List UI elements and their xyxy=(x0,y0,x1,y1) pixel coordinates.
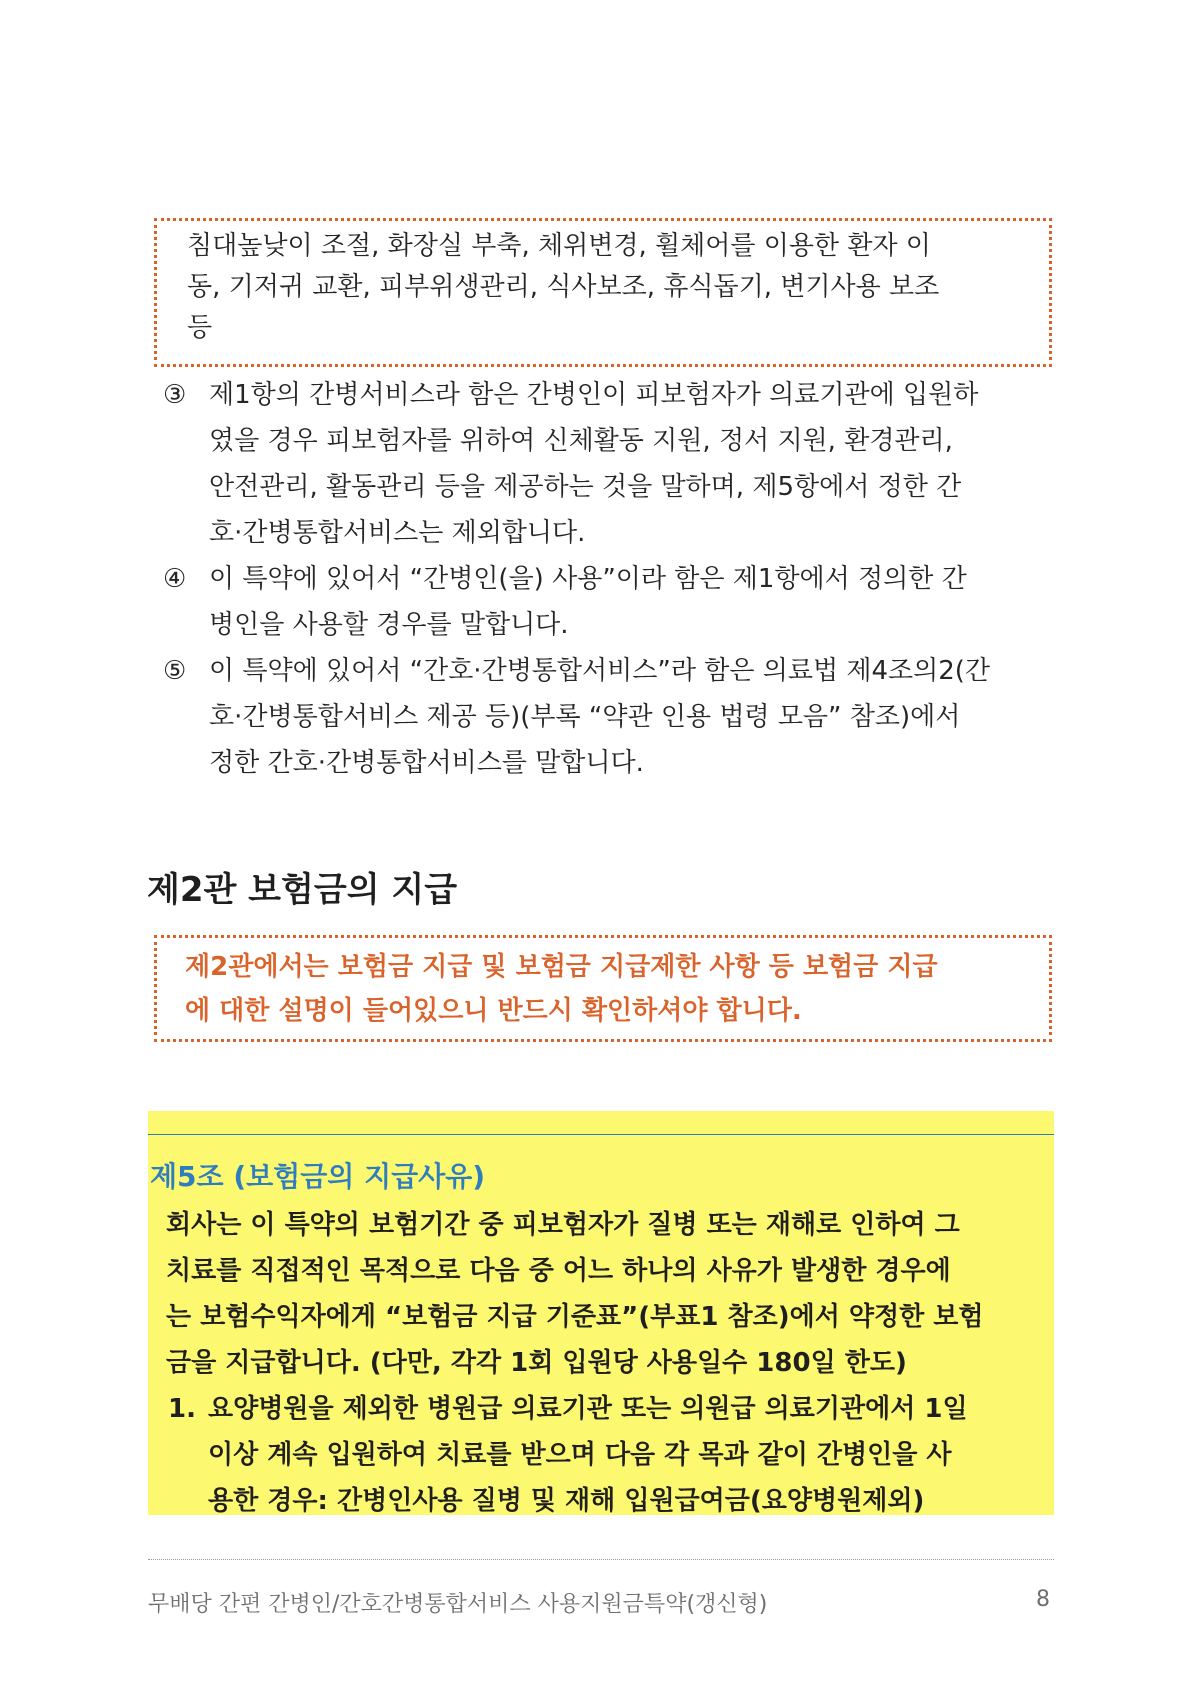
clause-line: 호·간병통합서비스 제공 등)(부록 “약관 인용 법령 모음” 참조)에서 xyxy=(209,702,961,732)
clause-line: 이 특약에 있어서 “간병인(을) 사용”이라 함은 제1항에서 정의한 간 xyxy=(209,564,967,594)
clause-line: 이 특약에 있어서 “간호·간병통합서비스”라 함은 의료법 제4조의2(간 xyxy=(209,656,991,686)
list-number: 1. xyxy=(168,1394,196,1424)
list-line: 요양병원을 제외한 병원급 의료기관 또는 의원급 의료기관에서 1일 xyxy=(208,1394,968,1424)
clause-number: ③ xyxy=(163,380,187,410)
article-body-line: 금을 지급합니다. (다만, 각각 1회 입원당 사용일수 180일 한도) xyxy=(166,1348,907,1378)
section-notice-box xyxy=(154,935,1052,1042)
article-body-line: 회사는 이 특약의 보험기간 중 피보험자가 질병 또는 재해로 인하여 그 xyxy=(166,1210,960,1240)
clause-line: 였을 경우 피보험자를 위하여 신체활동 지원, 정서 지원, 환경관리, xyxy=(209,426,953,456)
notice-line: 제2관에서는 보험금 지급 및 보험금 지급제한 사항 등 보험금 지급 xyxy=(185,952,938,982)
clause-number: ⑤ xyxy=(163,656,187,686)
clause-line: 호·간병통합서비스는 제외합니다. xyxy=(209,518,586,548)
clause-line: 제1항의 간병서비스라 함은 간병인이 피보험자가 의료기관에 입원하 xyxy=(209,380,979,410)
article-body-line: 치료를 직접적인 목적으로 다음 중 어느 하나의 사유가 발생한 경우에 xyxy=(166,1256,951,1286)
clause-line: 정한 간호·간병통합서비스를 말합니다. xyxy=(209,748,644,778)
section-title: 제2관 보험금의 지급 xyxy=(147,870,458,910)
page-number: 8 xyxy=(1036,1587,1050,1612)
definition-line: 등 xyxy=(187,313,213,343)
definition-line: 침대높낮이 조절, 화장실 부축, 체위변경, 휠체어를 이용한 환자 이 xyxy=(187,231,931,261)
definition-box xyxy=(154,218,1052,367)
article-body-line: 는 보험수익자에게 “보험금 지급 기준표”(부표1 참조)에서 약정한 보험 xyxy=(166,1302,984,1332)
list-line: 이상 계속 입원하여 치료를 받으며 다음 각 목과 같이 간병인을 사 xyxy=(208,1440,952,1470)
footer-divider xyxy=(148,1559,1054,1560)
article-title: 제5조 (보험금의 지급사유) xyxy=(150,1160,486,1193)
definition-line: 동, 기저귀 교환, 피부위생관리, 식사보조, 휴식돕기, 변기사용 보조 xyxy=(187,272,940,302)
clause-line: 안전관리, 활동관리 등을 제공하는 것을 말하며, 제5항에서 정한 간 xyxy=(209,472,962,502)
article-divider xyxy=(148,1134,1054,1135)
footer-title: 무배당 간편 간병인/간호간병통합서비스 사용지원금특약(갱신형) xyxy=(148,1592,768,1617)
clause-number: ④ xyxy=(163,564,187,594)
notice-line: 에 대한 설명이 들어있으니 반드시 확인하셔야 합니다. xyxy=(185,996,802,1026)
article-highlight xyxy=(148,1111,1054,1515)
clause-line: 병인을 사용할 경우를 말합니다. xyxy=(209,610,569,640)
list-line: 용한 경우: 간병인사용 질병 및 재해 입원급여금(요양병원제외) xyxy=(208,1486,925,1516)
